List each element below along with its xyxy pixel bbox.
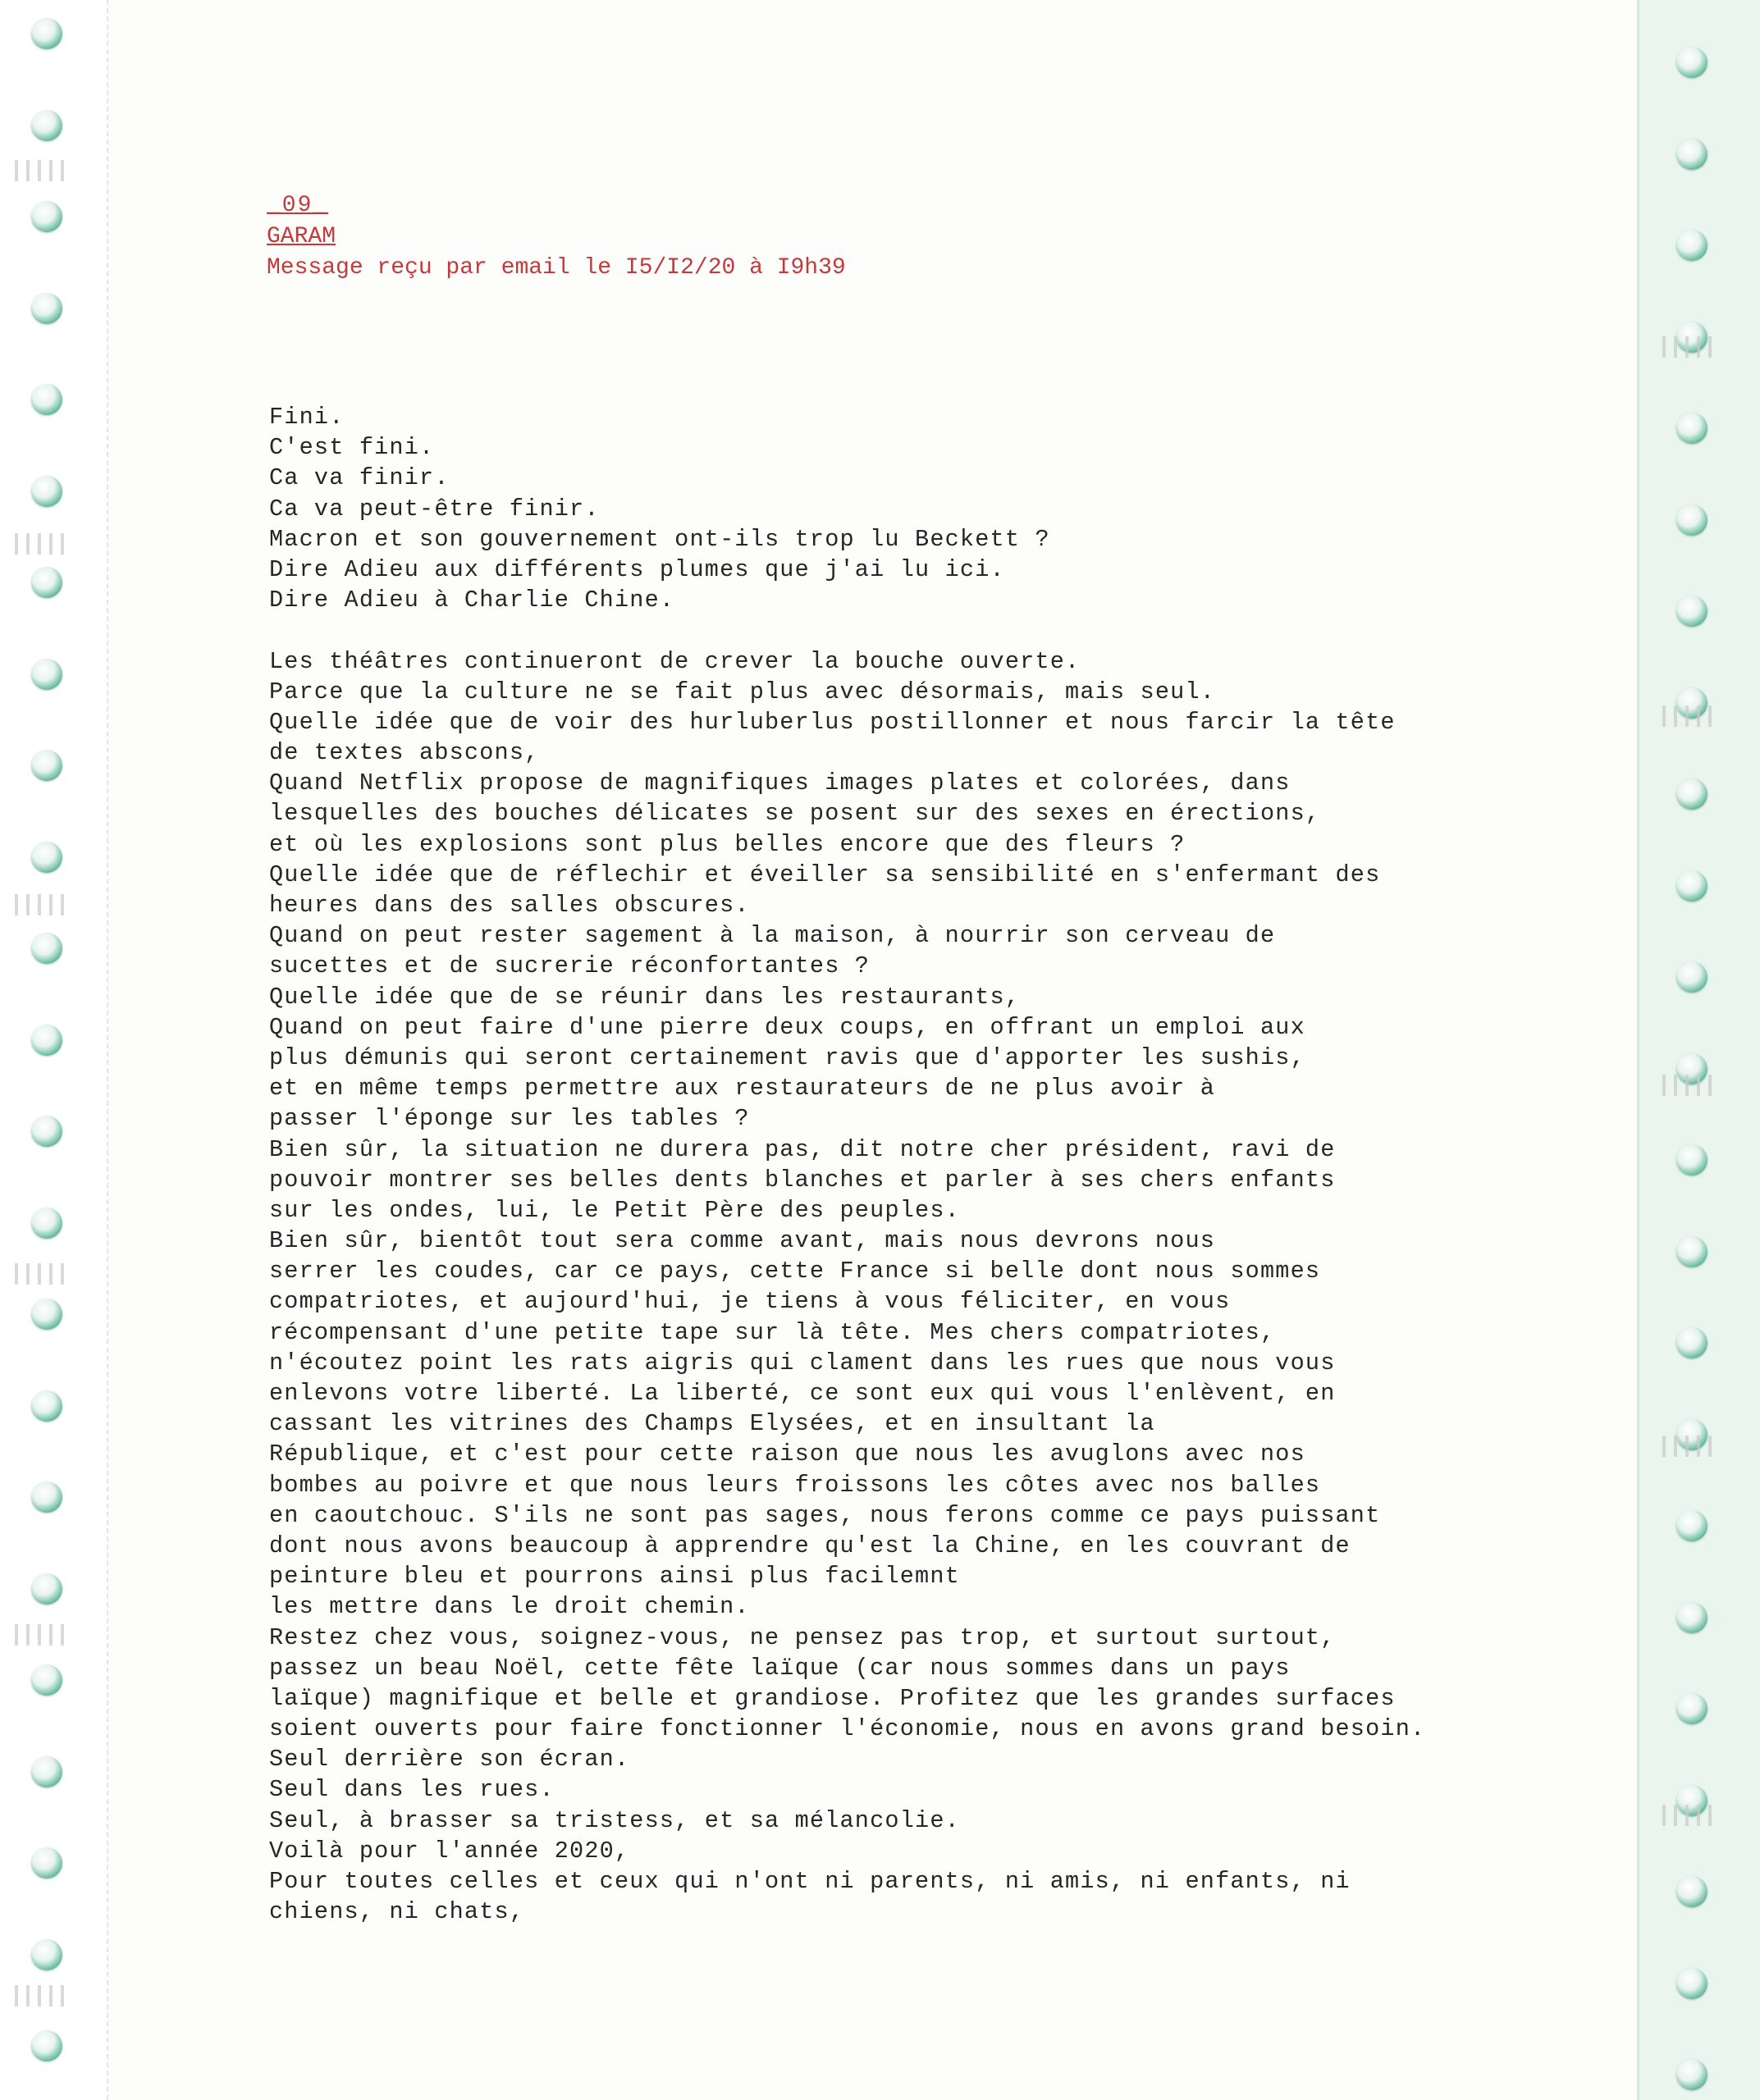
feed-hole-icon [1676, 961, 1707, 993]
text-line: Quand on peut rester sagement à la maison, à nourrir son cerveau de [269, 922, 1276, 950]
feed-hole-icon [1676, 596, 1707, 627]
text-line: chiens, ni chats, [269, 1898, 525, 1926]
text-line: et en même temps permettre aux restaurateurs de ne plus avoir à [269, 1075, 1216, 1102]
text-line: Dire Adieu aux différents plumes que j'ai lu ici. [269, 555, 1005, 583]
feed-hole-icon [1676, 47, 1707, 78]
feed-hole-icon [31, 476, 62, 507]
text-line: Macron et son gouvernement ont-ils trop lu Beckett ? [269, 525, 1050, 553]
feed-hole-icon [31, 384, 62, 415]
text-line: Quelle idée que de réflechir et éveiller sa sensibilité en s'enfermant des [269, 861, 1381, 888]
text-line: récompensant d'une petite tape sur là tête. Mes chers compatriotes, [269, 1318, 1276, 1346]
document-number: _09_ [267, 193, 329, 218]
text-line: République, et c'est pour cette raison que nous les avuglons avec nos [269, 1440, 1305, 1468]
feed-hole-icon [31, 1939, 62, 1970]
feed-hole-icon [31, 842, 62, 873]
perforation-mark [1662, 336, 1720, 358]
feed-hole-icon [1676, 1876, 1707, 1907]
feed-hole-icon [1676, 139, 1707, 170]
text-line: heures dans des salles obscures. [269, 892, 750, 919]
feed-hole-icon [31, 567, 62, 598]
letter-body [269, 402, 1615, 1927]
text-line: peinture bleu et pourrons ainsi plus facilemnt [269, 1563, 960, 1591]
feed-hole-icon [31, 1481, 62, 1513]
feed-hole-icon [1676, 230, 1707, 261]
text-line: bombes au poivre et que nous leurs froissons les côtes avec nos balles [269, 1471, 1321, 1499]
perforation-mark [15, 1985, 72, 2006]
text-line: soient ouverts pour faire fonctionner l'économie, nous en avons grand besoin. [269, 1715, 1426, 1743]
text-line: Pour toutes celles et ceux qui n'ont ni parents, ni amis, ni enfants, ni [269, 1868, 1351, 1895]
text-line: Seul, à brasser sa tristess, et sa mélancolie. [269, 1806, 960, 1834]
text-line: enlevons votre liberté. La liberté, ce sont eux qui vous l'enlèvent, en [269, 1380, 1336, 1407]
right-tractor-strip [1637, 0, 1760, 2100]
feed-hole-icon [1676, 1236, 1707, 1267]
left-tractor-strip [0, 0, 108, 2100]
perforation-mark [1662, 1075, 1720, 1096]
text-line: Restez chez vous, soignez-vous, ne pensez pas trop, et surtout surtout, [269, 1623, 1336, 1651]
text-line: passez un beau Noël, cette fête laïque (car nous sommes dans un pays [269, 1654, 1291, 1682]
feed-hole-icon [1676, 504, 1707, 536]
text-line: Quand on peut faire d'une pierre deux coups, en offrant un emploi aux [269, 1013, 1305, 1041]
text-line: Parce que la culture ne se fait plus avec désormais, mais seul. [269, 678, 1216, 705]
text-line: et où les explosions sont plus belles encore que des fleurs ? [269, 830, 1186, 858]
text-line: lesquelles des bouches délicates se posent sur des sexes en érections, [269, 800, 1321, 828]
feed-hole-icon [1676, 1327, 1707, 1358]
feed-hole-icon [31, 1847, 62, 1879]
text-line: Les théâtres continueront de crever la bouche ouverte. [269, 647, 1081, 675]
text-line: passer l'éponge sur les tables ? [269, 1105, 750, 1133]
text-line: Ca va finir. [269, 464, 450, 492]
feed-hole-icon [31, 293, 62, 324]
feed-hole-icon [31, 18, 62, 49]
text-line: les mettre dans le droit chemin. [269, 1593, 750, 1621]
document-header [267, 190, 846, 284]
text-line: Seul derrière son écran. [269, 1746, 630, 1774]
feed-hole-icon [31, 933, 62, 964]
text-line: Quand Netflix propose de magnifiques images plates et colorées, dans [269, 769, 1291, 797]
feed-hole-icon [1676, 1510, 1707, 1541]
text-line: Quelle idée que de voir des hurluberlus postillonner et nous farcir la tête [269, 708, 1396, 736]
text-line: Ca va peut-être finir. [269, 495, 600, 523]
received-line: Message reçu par email le I5/I2/20 à I9h39 [267, 255, 846, 281]
text-line: de textes abscons, [269, 739, 540, 767]
document-title: GARAM [267, 224, 336, 249]
feed-hole-icon [31, 2030, 62, 2061]
text-line: plus démunis qui seront certainement ravis que d'apporter les sushis, [269, 1043, 1305, 1071]
perforation-mark [1662, 1805, 1720, 1826]
text-line: C'est fini. [269, 434, 435, 462]
feed-hole-icon [1676, 1144, 1707, 1176]
feed-hole-icon [31, 659, 62, 690]
feed-hole-icon [1676, 778, 1707, 810]
perforation-mark [15, 533, 72, 555]
feed-hole-icon [31, 750, 62, 781]
perforation-mark [15, 160, 72, 181]
feed-hole-icon [31, 1573, 62, 1605]
perforation-mark [1662, 705, 1720, 727]
text-line: compatriotes, et aujourd'hui, je tiens à vous féliciter, en vous [269, 1288, 1231, 1316]
feed-hole-icon [1676, 870, 1707, 902]
text-line: sur les ondes, lui, le Petit Père des peuples. [269, 1196, 960, 1224]
feed-hole-icon [31, 110, 62, 141]
feed-hole-icon [31, 1208, 62, 1239]
perforation-mark [15, 894, 72, 915]
text-line: en caoutchouc. S'ils ne sont pas sages, nous ferons comme ce pays puissant [269, 1501, 1381, 1529]
perforation-mark [1662, 1436, 1720, 1457]
feed-hole-icon [31, 1116, 62, 1147]
feed-hole-icon [31, 1299, 62, 1330]
paragraph-2 [269, 646, 1615, 1928]
text-line: dont nous avons beaucoup à apprendre qu'est la Chine, en les couvrant de [269, 1532, 1351, 1559]
text-line: pouvoir montrer ses belles dents blanches et parler à ses chers enfants [269, 1166, 1336, 1194]
text-line: Dire Adieu à Charlie Chine. [269, 587, 675, 614]
feed-hole-icon [31, 1664, 62, 1696]
text-line: sucettes et de sucrerie réconfortantes ? [269, 952, 871, 980]
text-line: Quelle idée que de se réunir dans les restaurants, [269, 983, 1021, 1011]
text-line: serrer les coudes, car ce pays, cette France si belle dont nous sommes [269, 1258, 1321, 1285]
feed-hole-icon [31, 201, 62, 232]
feed-hole-icon [31, 1756, 62, 1787]
perforation-mark [15, 1263, 72, 1285]
text-line: Voilà pour l'année 2020, [269, 1837, 630, 1865]
text-line: laïque) magnifique et belle et grandiose. Profitez que les grandes surfaces [269, 1684, 1396, 1712]
text-line: cassant les vitrines des Champs Elysées, et en insultant la [269, 1410, 1155, 1438]
feed-hole-icon [31, 1390, 62, 1422]
feed-hole-icon [1676, 1968, 1707, 1999]
feed-hole-icon [1676, 1693, 1707, 1724]
text-line: Bien sûr, la situation ne durera pas, dit notre cher président, ravi de [269, 1135, 1336, 1163]
feed-hole-icon [1676, 2059, 1707, 2090]
feed-hole-icon [31, 1025, 62, 1056]
text-line: n'écoutez point les rats aigris qui clament dans les rues que nous vous [269, 1349, 1336, 1376]
feed-hole-icon [1676, 413, 1707, 444]
paragraph-1 [269, 402, 1615, 615]
feed-hole-icon [1676, 1602, 1707, 1633]
text-line: Fini. [269, 404, 345, 431]
perforation-mark [15, 1624, 72, 1646]
paragraph-gap [269, 615, 1615, 646]
text-line: Seul dans les rues. [269, 1776, 555, 1804]
text-line: Bien sûr, bientôt tout sera comme avant, mais nous devrons nous [269, 1227, 1216, 1255]
